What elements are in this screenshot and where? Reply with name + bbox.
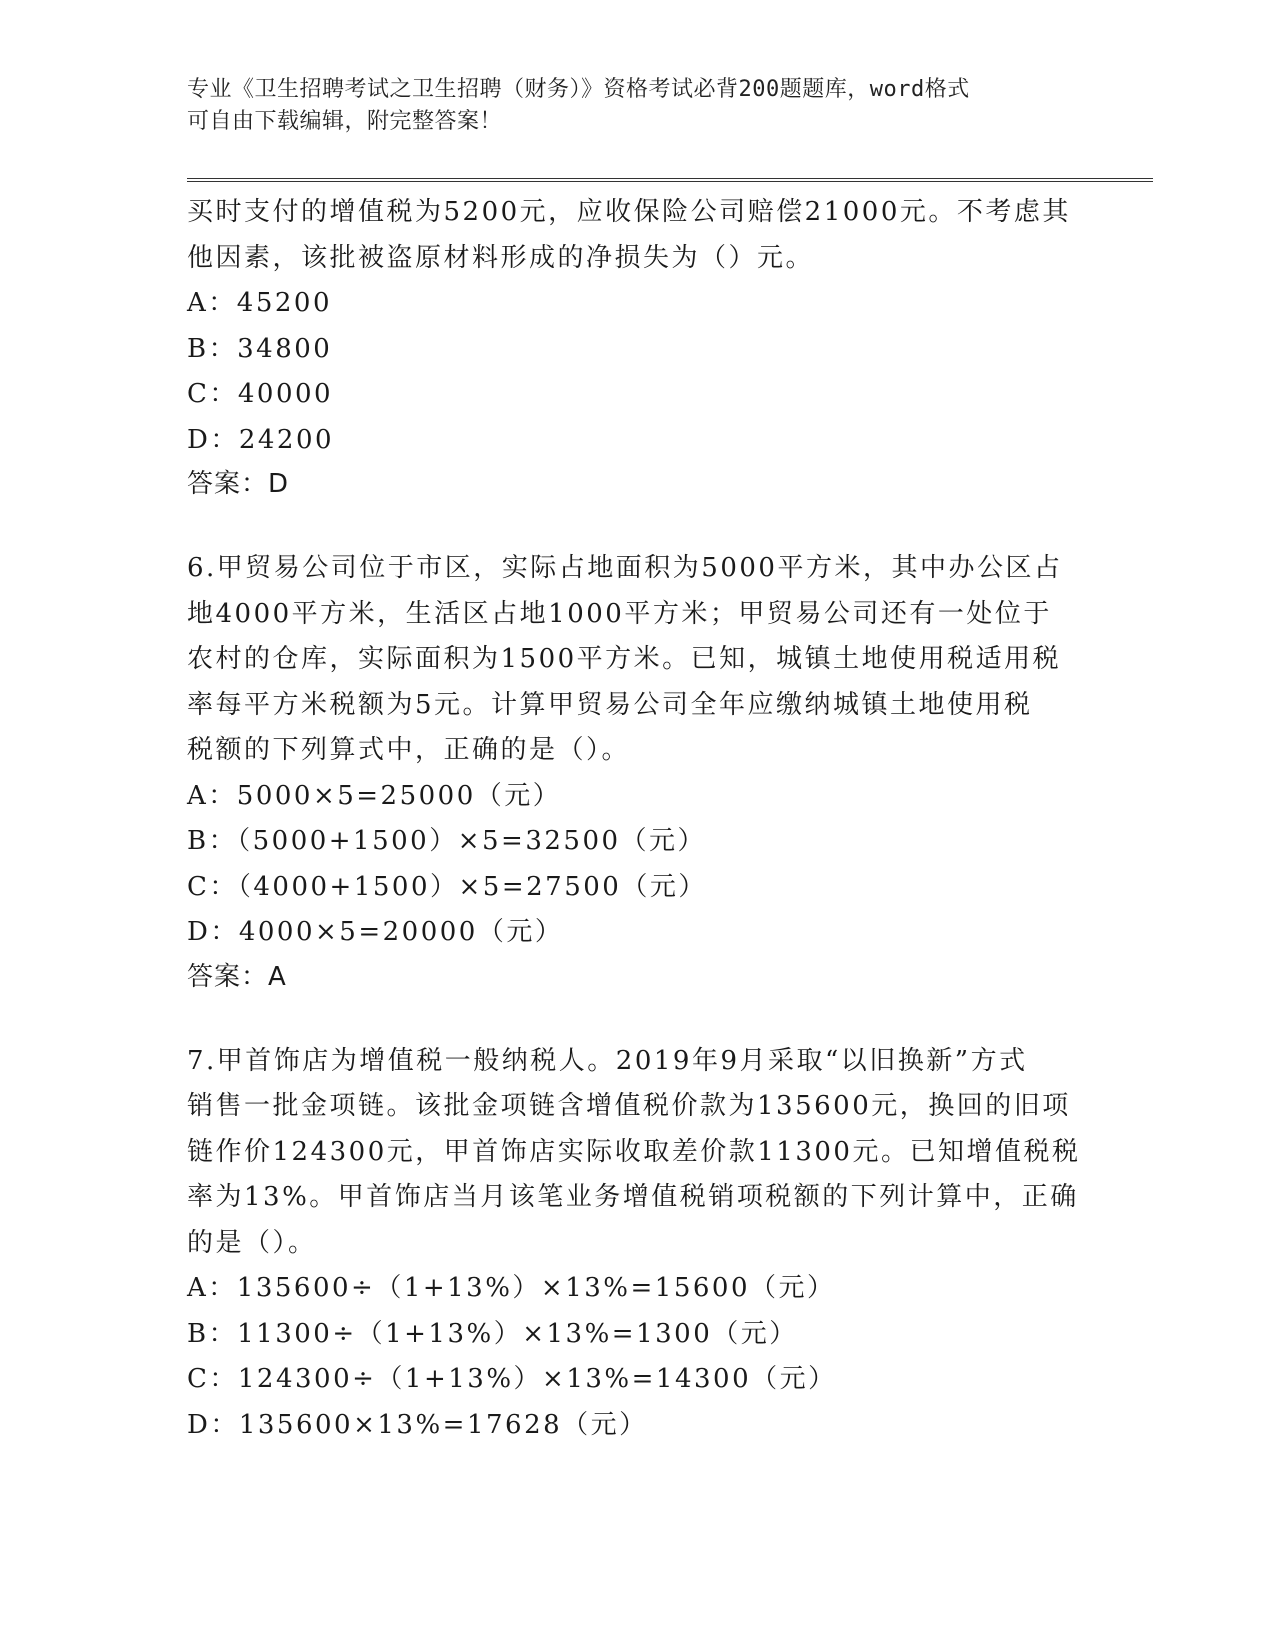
- question-7-option-d: D：135600×13%=17628（元）: [187, 1409, 648, 1440]
- header-title-line-2: 可自由下载编辑，附完整答案！: [187, 109, 503, 134]
- header-title-line-1: 专业《卫生招聘考试之卫生招聘（财务）》资格考试必背200题题库，word格式: [187, 77, 970, 102]
- question-5-option-b: B：34800: [187, 333, 333, 364]
- document-body: [187, 190, 1087, 1448]
- question-7: [187, 1039, 1087, 1449]
- question-5-option-a: A：45200: [187, 288, 332, 318]
- question-7-stem-line-4: 率为13%。甲首饰店当月该笔业务增值税销项税额的下列计算中，正确: [187, 1182, 1079, 1212]
- question-5-stem-line-1: 买时支付的增值税为5200元，应收保险公司赔偿21000元。不考虑其: [187, 197, 1071, 227]
- page-header: [187, 74, 1087, 138]
- question-6-stem-line-3: 农村的仓库，实际面积为1500平方米。已知，城镇土地使用税适用税: [187, 644, 1062, 674]
- question-5-option-c: C：40000: [187, 379, 334, 409]
- header-double-rule: [187, 178, 1153, 182]
- spacer: [187, 998, 1087, 1039]
- question-6-stem-line-5: 税额的下列算式中，正确的是（）。: [187, 735, 631, 765]
- question-7-option-c: C：124300÷（1+13%）×13%=14300（元）: [187, 1364, 837, 1394]
- question-7-option-b: B：11300÷（1+13%）×13%=1300（元）: [187, 1318, 798, 1349]
- question-6-option-a: A：5000×5=25000（元）: [187, 780, 562, 811]
- question-6-stem-line-1: 6.甲贸易公司位于市区，实际占地面积为5000平方米，其中办公区占: [187, 553, 1063, 583]
- question-6-option-c: C：（4000+1500）×5=27500（元）: [187, 871, 707, 902]
- question-5-stem-line-2: 他因素，该批被盗原材料形成的净损失为（）元。: [187, 242, 815, 273]
- question-7-stem-line-1: 7.甲首饰店为增值税一般纳税人。2019年9月采取“以旧换新”方式: [187, 1045, 1028, 1076]
- question-6-option-d: D：4000×5=20000（元）: [187, 917, 564, 947]
- question-5: [187, 190, 1087, 505]
- question-5-answer: 答案：D: [187, 469, 290, 499]
- question-6: [187, 546, 1087, 998]
- question-7-option-a: A：135600÷（1+13%）×13%=15600（元）: [187, 1273, 836, 1303]
- question-6-answer: 答案：A: [187, 961, 287, 992]
- question-6-stem-line-2: 地4000平方米，生活区占地1000平方米；甲贸易公司还有一处位于: [187, 598, 1052, 629]
- question-7-stem-line-2: 销售一批金项链。该批金项链含增值税价款为135600元，换回的旧项: [187, 1091, 1071, 1121]
- question-7-stem-line-5: 的是（）。: [187, 1227, 317, 1258]
- question-7-stem-line-3: 链作价124300元，甲首饰店实际收取差价款11300元。已知增值税税: [187, 1136, 1081, 1167]
- question-5-option-d: D：24200: [187, 424, 335, 455]
- spacer: [187, 505, 1087, 546]
- question-6-stem-line-4: 率每平方米税额为5元。计算甲贸易公司全年应缴纳城镇土地使用税: [187, 689, 1033, 720]
- question-6-option-b: B：（5000+1500）×5=32500（元）: [187, 826, 707, 856]
